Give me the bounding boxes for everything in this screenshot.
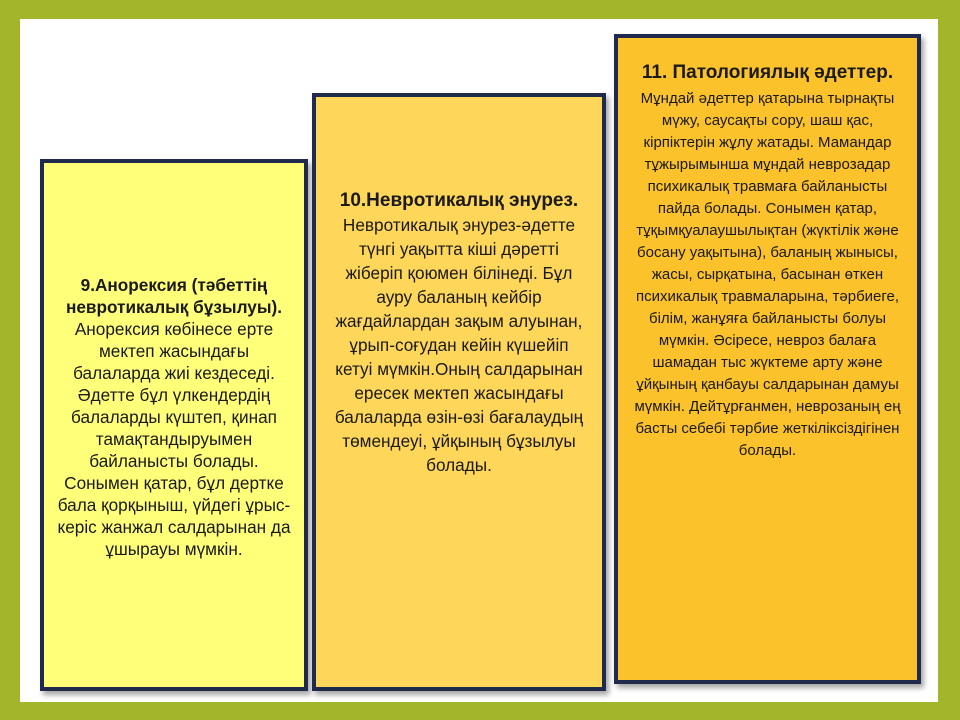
card-enuresis-text [332,188,586,477]
card-anorexia-body: Анорексия көбінесе ерте мектеп жасындағы балаларда жиі кездеседі. Әдетте бұл үлкендердің балаларды күштеп, қинап тамақтандыруымен байланысты болады. Сонымен қатар, бұл дертке бала қорқыныш, үйдегі ұрыс-керіс жанжал салдарынан да ұшырауы мүмкін. [57,319,291,559]
card-anorexia-heading: 9.Анорексия (тәбеттің невротикалық бұзылуы). [65,275,283,317]
card-habits-heading: 11. Патологиялық әдеттер. [641,62,894,83]
card-enuresis [312,93,606,691]
card-anorexia-text [54,274,294,560]
card-anorexia [40,159,308,691]
card-habits-body: Мұндай әдеттер қатарына тырнақты мүжу, саусақты сору, шаш қас, кірпіктерін жұлу жатады. Мамандар тұжырымынша мұндай неврозадар психикалық травмаға байланысты пайда болады. Сонымен қатар, тұқымқуалаушылықтан (жүктілік және босану уақытына), баланың жынысы, жасы, сырқатына, басынан өткен психикалық травмаларына, тәрбиеге, білім, жанұяға байланысты болуы мүмкін. Әсіресе, невроз балаға шамадан тыс жүктеме арту және ұйқының қанбауы салдарынан дамуы мүмкін. Дейтұрғанмен, неврозаның ең басты себебі тәрбие жеткіліксіздігінен болады. [634,90,901,459]
card-enuresis-heading: 10.Невротикалық энурез. [339,189,579,211]
card-habits-text [630,58,905,462]
slide [20,19,938,702]
card-enuresis-body: Невротикалық энурез-әдетте түнгі уақытта кіші дәретті жіберіп қоюмен білінеді. Бұл ауру баланың кейбір жағдайлардан зақым алуынан, ұрып-соғудан кейін күшейіп кетуі мүмкін.Оның салдарынан ересек мектеп жасындағы балаларда өзін-өзі бағалаудың төмендеуі, ұйқының бұзылуы болады. [334,214,584,475]
card-pathological-habits [614,34,921,684]
